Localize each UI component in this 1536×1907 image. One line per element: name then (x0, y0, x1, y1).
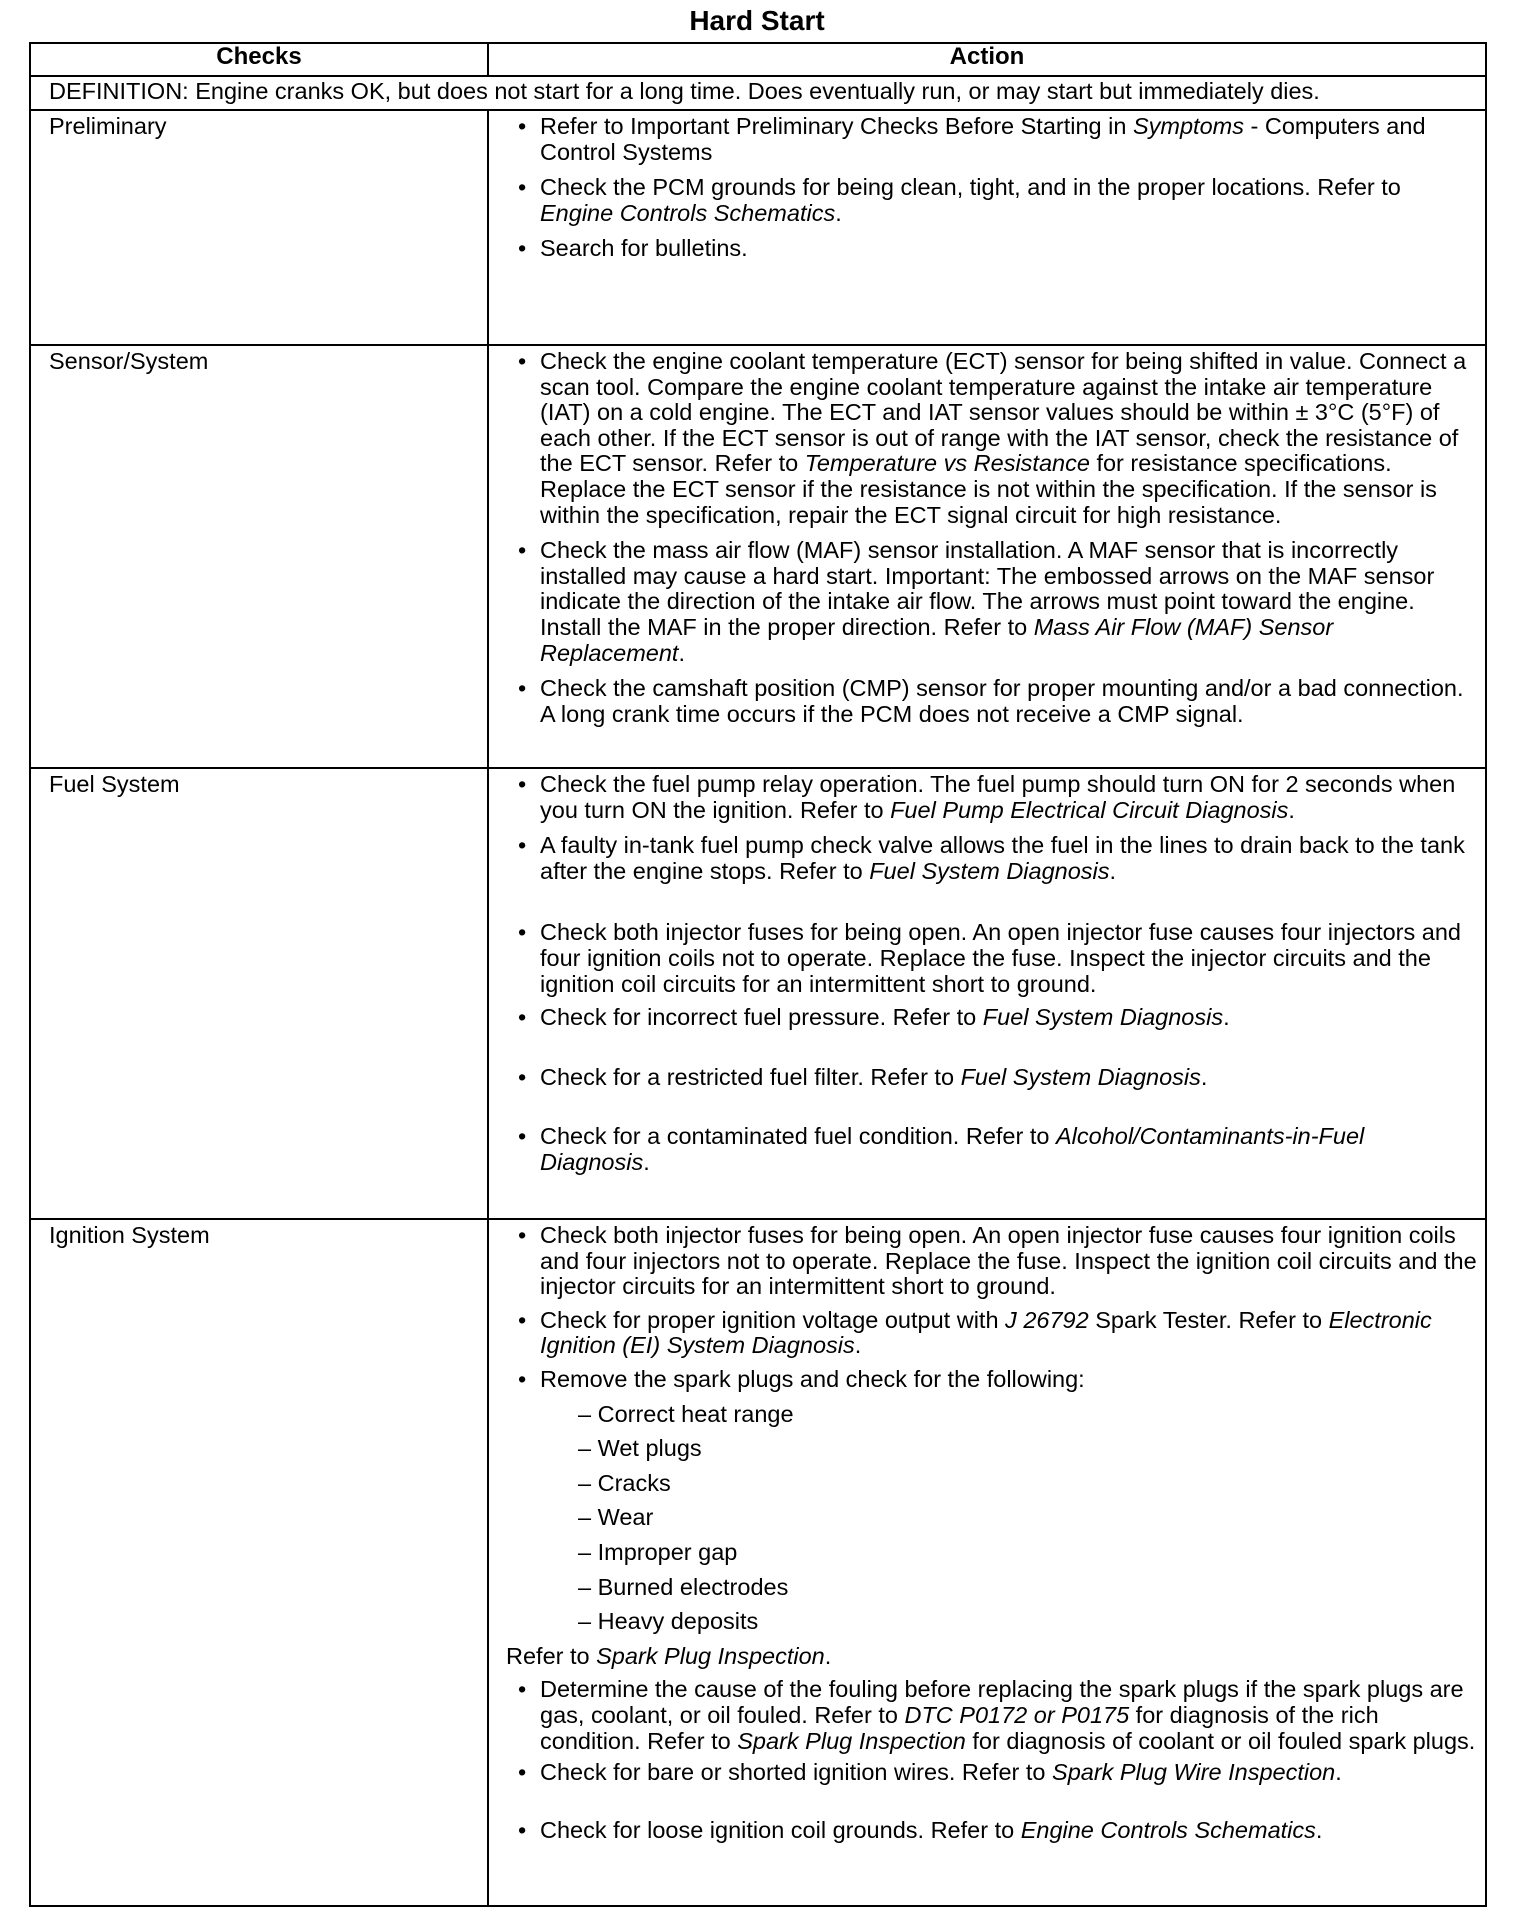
item-reference: Fuel System Diagnosis (960, 1063, 1201, 1090)
row-ignition-system (30, 1219, 1486, 1906)
item-reference: Spark Plug Inspection (737, 1727, 966, 1754)
item-text: . (1109, 857, 1117, 884)
item-text: Check for proper ignition voltage output with (540, 1306, 1006, 1333)
item-text: Check the engine coolant temperature (ECT) sensor for being shifted in value. Connect a scan tool. Compare the engine coolant temperature against the intake air temperature (IAT) on a cold engine. The ECT and IAT sensor values should be within ± 3°C (5°F) of each other. If the ECT sensor is out of range with the IAT sensor, check the resistance of the ECT sensor. Refer to (540, 348, 1467, 477)
bullet-icon: • (518, 1759, 527, 1786)
item-text: . (854, 1332, 862, 1359)
action-cell (488, 768, 1486, 1219)
item-text: Check for bare or shorted ignition wires. Refer to (540, 1759, 1053, 1786)
item-text: Refer to (506, 1642, 597, 1669)
item-text: . (1223, 1004, 1230, 1031)
action-item (514, 1005, 1479, 1031)
page-title: Hard Start (689, 5, 825, 36)
action-item (514, 1124, 1479, 1175)
item-reference: Mass Air Flow (MAF) Sensor Replacement (540, 613, 1334, 666)
item-text: Check for incorrect fuel pressure. Refer to (540, 1004, 983, 1031)
action-item (514, 1223, 1479, 1300)
bullet-icon: • (518, 1222, 527, 1248)
item-text: A faulty in-tank fuel pump check valve allows the fuel in the lines to drain back to the tank after the engine stops. Refer to (540, 832, 1465, 884)
action-item (514, 1760, 1479, 1786)
sub-item: – Improper gap (578, 1538, 738, 1565)
definition-text: DEFINITION: Engine cranks OK, but does not start for a long time. Does eventually run, or may start but immediately dies. (30, 76, 1486, 110)
header-row (30, 43, 1486, 76)
row-preliminary (30, 110, 1486, 345)
action-item (514, 833, 1479, 884)
definition-row (30, 76, 1486, 110)
bullet-icon: • (518, 1816, 527, 1843)
item-text: Determine the cause of the fouling before replacing the spark plugs if the spark plugs are gas, coolant, or oil fouled. Refer to (540, 1676, 1464, 1728)
item-reference: Symptoms (1132, 113, 1244, 139)
item-text: . (1288, 796, 1295, 823)
item-text: . (1315, 1816, 1323, 1843)
check-label: Ignition System (30, 1219, 488, 1906)
item-reference: Alcohol/Contaminants-in-Fuel Diagnosis (540, 1123, 1365, 1175)
item-reference: Spark Plug Inspection (596, 1642, 825, 1669)
bullet-icon: • (518, 1123, 527, 1150)
bullet-icon: • (518, 235, 527, 262)
action-cell (488, 110, 1486, 345)
item-text: Check the PCM grounds for being clean, tight, and in the proper locations. Refer to (540, 174, 1401, 201)
action-item (514, 1308, 1479, 1359)
item-text: Check the fuel pump relay operation. The fuel pump should turn ON for 2 seconds when you turn ON the ignition. Refer to (540, 771, 1456, 823)
item-text: . (678, 639, 685, 666)
item-text: Check for a restricted fuel filter. Refer to (540, 1063, 961, 1090)
item-text: . (643, 1148, 650, 1175)
sub-item: – Wear (578, 1504, 654, 1531)
item-text: for diagnosis of coolant or oil fouled spark plugs. (965, 1727, 1476, 1754)
item-reference: Engine Controls Schematics (1020, 1816, 1316, 1843)
bullet-icon: • (518, 537, 527, 564)
action-item (514, 1367, 1479, 1393)
item-reference: Spark Plug Wire Inspection (1052, 1759, 1336, 1786)
action-header: Action (488, 43, 1486, 76)
check-label: Preliminary (30, 110, 488, 345)
action-cell (488, 1219, 1486, 1906)
bullet-icon: • (518, 348, 527, 374)
item-text: . (835, 199, 842, 226)
item-reference: Fuel Pump Electrical Circuit Diagnosis (890, 796, 1289, 823)
action-item (514, 1065, 1479, 1091)
check-label: Fuel System (30, 768, 488, 1219)
item-text: Check for a contaminated fuel condition. Refer to (540, 1123, 1056, 1150)
action-item (514, 114, 1479, 165)
hard-start-table (29, 42, 1487, 1907)
bullet-icon: • (518, 1306, 527, 1333)
bullet-icon: • (518, 174, 527, 201)
item-reference: Fuel System Diagnosis (869, 857, 1110, 884)
action-item (514, 772, 1479, 823)
item-reference: DTC P0172 or P0175 (904, 1701, 1130, 1728)
check-label: Sensor/System (30, 345, 488, 768)
row-fuel-system (30, 768, 1486, 1219)
item-reference: Engine Controls Schematics (540, 199, 836, 226)
action-item (514, 538, 1479, 666)
item-reference: J 26792 (1005, 1306, 1089, 1333)
action-item (514, 236, 1479, 262)
item-text: Check both injector fuses for being open. An open injector fuse causes four injectors and four ignition coils not to operate. Replace the fuse. Inspect the injector circuits and the ignition coil circuits for an intermittent short to ground. (540, 919, 1461, 997)
refer-line (506, 1644, 1479, 1670)
item-text: Check the camshaft position (CMP) sensor for proper mounting and/or a bad connection. A long crank time occurs if the PCM does not receive a CMP signal. (540, 675, 1464, 727)
bullet-icon: • (518, 113, 527, 139)
sub-item: – Burned electrodes (578, 1573, 789, 1600)
item-text: . (1335, 1759, 1342, 1786)
item-reference: Temperature vs Resistance (804, 450, 1090, 477)
bullet-icon: • (518, 1676, 527, 1703)
checks-header: Checks (30, 43, 488, 76)
action-cell (488, 345, 1486, 768)
bullet-icon: • (518, 832, 527, 859)
sub-item: – Correct heat range (578, 1400, 794, 1427)
action-item (514, 920, 1479, 997)
item-text: Remove the spark plugs and check for the following: (540, 1365, 1085, 1392)
bullet-icon: • (518, 1365, 527, 1392)
item-text: Check both injector fuses for being open. An open injector fuse causes four ignition coils and four injectors not to operate. Replace the fuse. Inspect the ignition coil circuits and the injector circuits for an intermittent short to ground. (540, 1222, 1477, 1300)
item-text: . (824, 1642, 832, 1669)
action-item (514, 1677, 1479, 1754)
item-text: Spark Tester. Refer to (1088, 1306, 1329, 1333)
bullet-icon: • (518, 1063, 527, 1090)
bullet-icon: • (518, 919, 527, 946)
item-text: Check for loose ignition coil grounds. Refer to (540, 1816, 1021, 1843)
bullet-icon: • (518, 675, 527, 702)
item-text: Search for bulletins. (540, 235, 748, 262)
item-text: for resistance specifications. Replace the ECT sensor if the resistance is not within the specification. If the sensor is within the specification, repair the ECT signal circuit for high resistance. (540, 450, 1437, 528)
item-text: Refer to Important Preliminary Checks Before Starting in (540, 113, 1133, 139)
item-text: Check the mass air flow (MAF) sensor installation. A MAF sensor that is incorrectly installed may cause a hard start. Important: The embossed arrows on the MAF sensor indicate the direction of the intake air flow. The arrows must point toward the engine. Install the MAF in the proper direction. Refer to (540, 537, 1435, 640)
item-text: . (1200, 1063, 1208, 1090)
bullet-icon: • (518, 1004, 527, 1031)
bullet-icon: • (518, 771, 527, 797)
sub-item: – Heavy deposits (578, 1608, 759, 1635)
action-item (514, 175, 1479, 226)
action-item (514, 349, 1479, 528)
row-sensor-system (30, 345, 1486, 768)
sub-item: – Wet plugs (578, 1435, 702, 1462)
item-text: for diagnosis of the rich condition. Refer to (540, 1701, 1379, 1754)
item-reference: Fuel System Diagnosis (982, 1004, 1224, 1031)
item-text: - Computers and Control Systems (540, 113, 1426, 165)
sub-item: – Cracks (578, 1469, 671, 1496)
action-item (514, 676, 1479, 727)
action-item (514, 1818, 1479, 1844)
item-reference: Electronic Ignition (EI) System Diagnosis (540, 1306, 1432, 1359)
